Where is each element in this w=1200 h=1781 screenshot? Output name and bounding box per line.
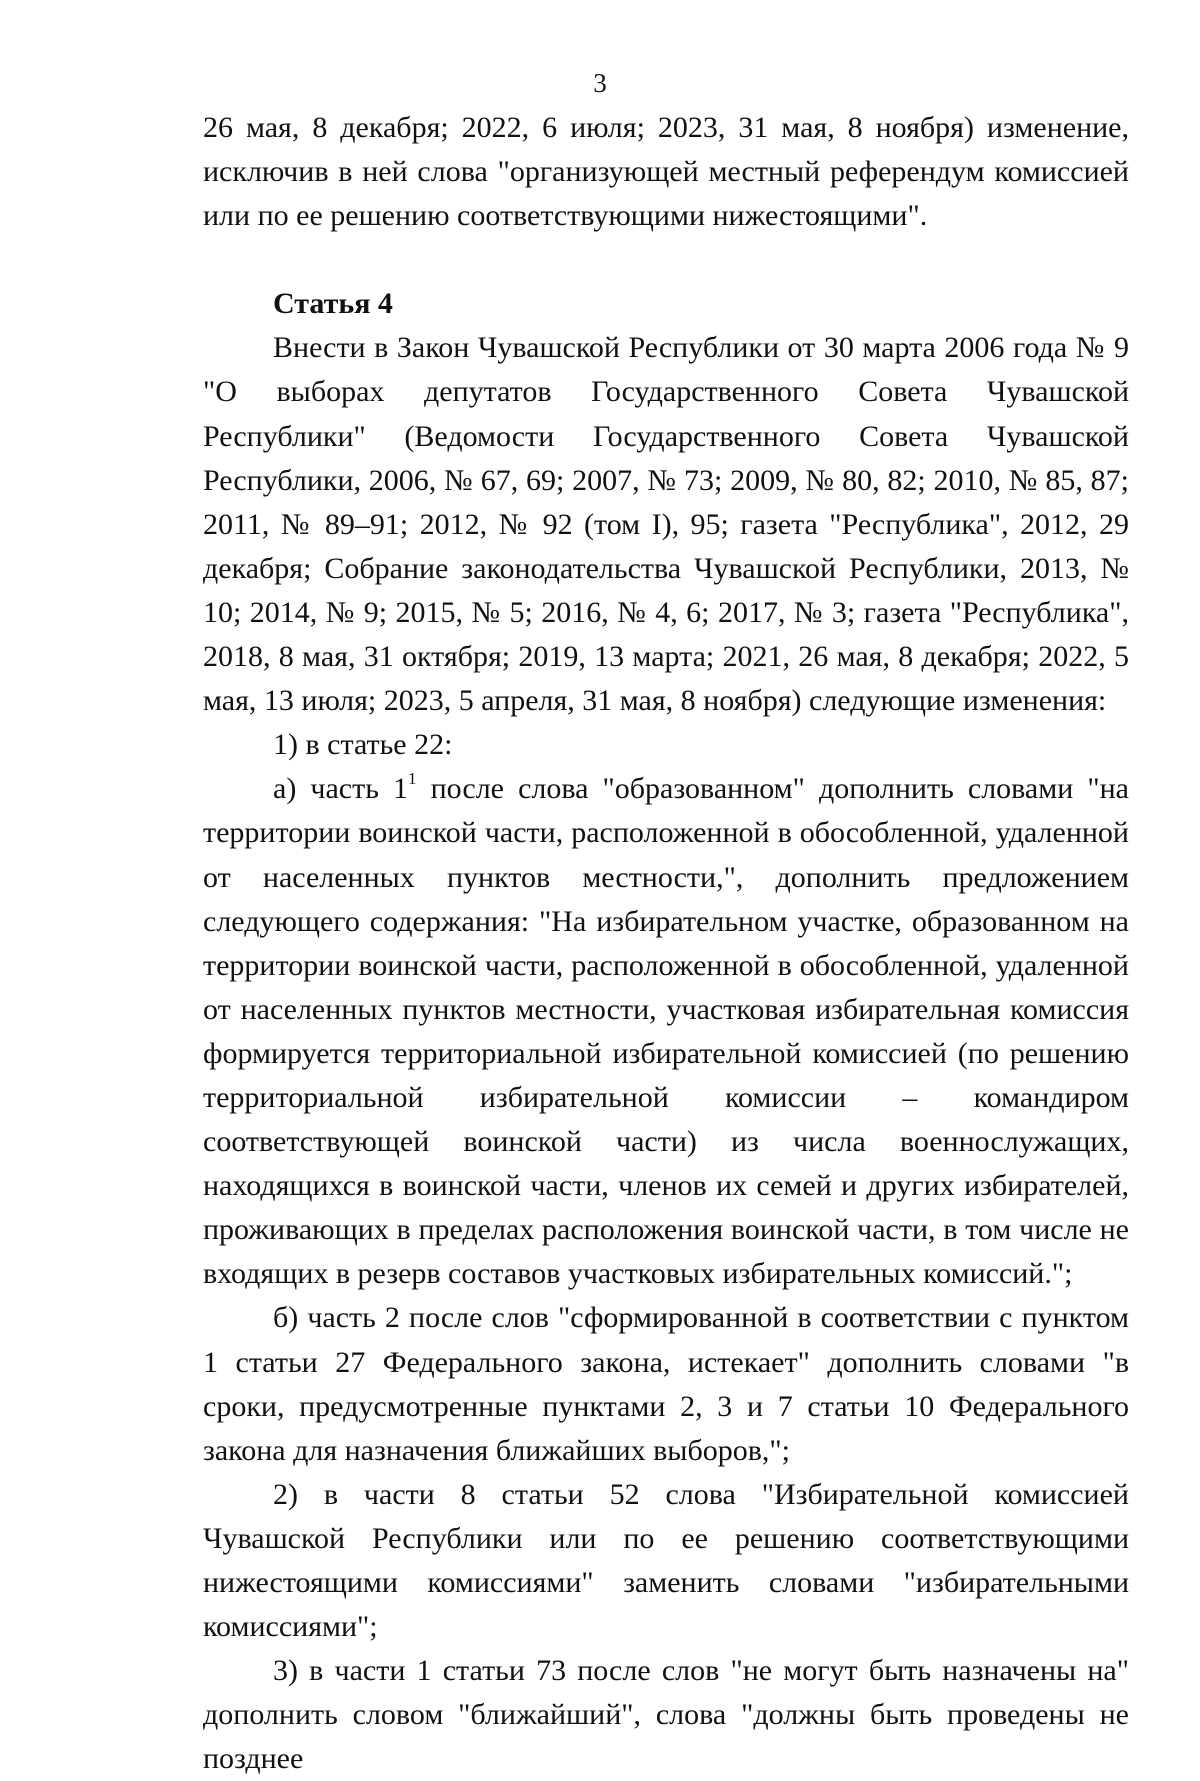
article-title: Статья 4 — [273, 287, 393, 321]
item-3-paragraph: 3) в части 1 статьи 73 после слов "не могут быть назначены на" дополнить словом "ближайший", слова "должны быть проведены не позднее — [203, 1654, 1129, 1776]
item-1a-superscript: 1 — [408, 769, 417, 789]
article-intro-paragraph: Внести в Закон Чувашской Республики от 30 марта 2006 года № 9 "О выборах депутатов Государственного Совета Чувашской Республики" (Ведомости Государственного Совета Чувашской Республики, 2006, № 67, 69; 2007, № 73; 2009, № 80, 82; 2010, № 85, 87; 2011, № 89–91; 2012, № 92 (том I), 95; газета "Республика", 2012, 29 декабря; Собрание законодательства Чувашской Республики, 2013, № 10; 2014, № 9; 2015, № 5; 2016, № 4, 6; 2017, № 3; газета "Республика", 2018, 8 мая, 31 октября; 2019, 13 марта; 2021, 26 мая, 8 декабря; 2022, 5 мая, 13 июля; 2023, 5 апреля, 31 мая, 8 ноября) следующие изменения: — [203, 331, 1129, 718]
document-body — [203, 106, 1129, 1781]
paragraph-gap — [203, 238, 1129, 282]
page-number: 3 — [593, 68, 607, 98]
intro-paragraph: 26 мая, 8 декабря; 2022, 6 июля; 2023, 31 мая, 8 ноября) изменение, исключив в ней слова "организующей местный референдум комиссией или по ее решению соответствующими нижестоящими". — [203, 111, 1129, 233]
item-2-paragraph: 2) в части 8 статьи 52 слова "Избирательной комиссией Чувашской Республики или по ее решению соответствующими нижестоящими комиссиями" заменить словами "избирательными комиссиями"; — [203, 1477, 1129, 1644]
item-1-heading: 1) в статье 22: — [273, 728, 453, 762]
item-1a-paragraph — [203, 767, 1129, 1296]
item-1a-prefix: а) часть 1 — [273, 772, 408, 806]
item-1b-paragraph: б) часть 2 после слов "сформированной в соответствии с пунктом 1 статьи 27 Федерального закона, истекает" дополнить словами "в сроки, предусмотренные пунктами 2, 3 и 7 статьи 10 Федерального закона для назначения ближайших выборов,"; — [203, 1301, 1129, 1467]
item-1a-text: после слова "образованном" дополнить словами "на территории воинской части, расположенной в обособленной, удаленной от населенных пунктов местности,", дополнить предложением следующего содержания: "На избирательном участке, образованном на территории воинской части, расположенной в обособленной, удаленной от населенных пунктов местности, участковая избирательная комиссия формируется территориальной избирательной комиссией (по решению территориальной избирательной комиссии – командиром соответствующей воинской части) из числа военнослужащих, находящихся в воинской части, членов их семей и других избирателей, проживающих в пределах расположения воинской части, в том числе не входящих в резерв составов участковых избирательных комиссий."; — [203, 772, 1129, 1291]
